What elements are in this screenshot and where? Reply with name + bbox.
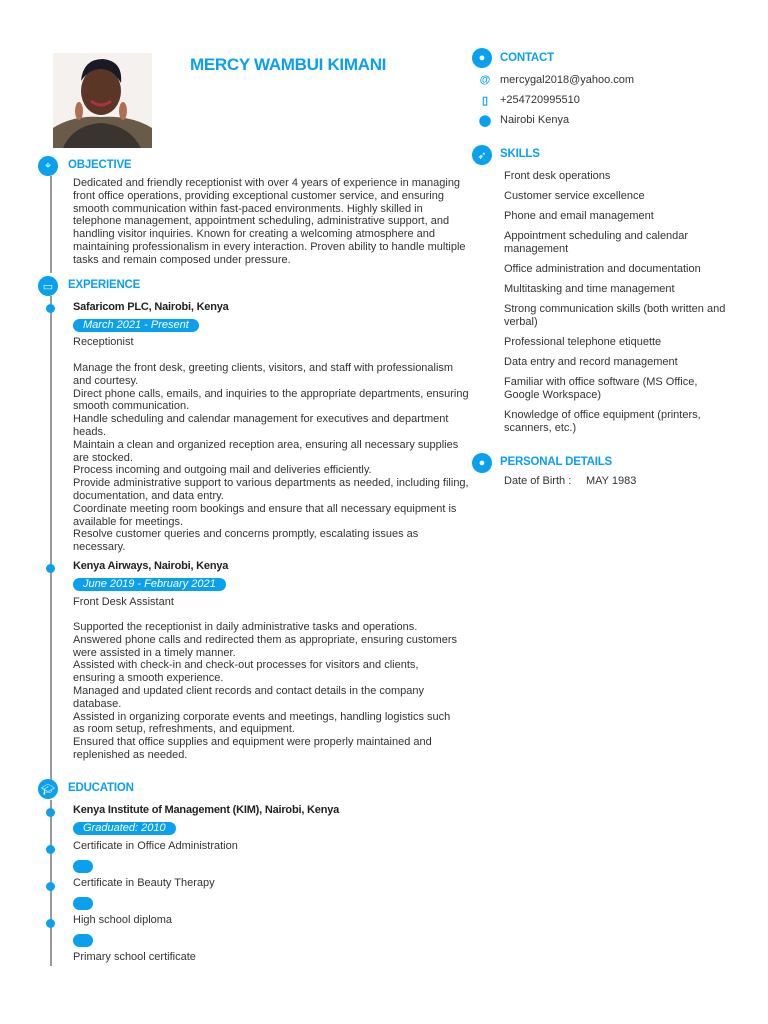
person-icon: ● — [472, 453, 492, 473]
duty: Coordinate meeting room bookings and ensure that all necessary equipment is available for meetings. — [73, 502, 457, 528]
contact-location: Nairobi Kenya — [500, 114, 570, 126]
duty: Handle scheduling and calendar management for executives and department heads. — [73, 413, 449, 438]
skill-item: Phone and email management — [504, 210, 654, 222]
objective-heading: OBJECTIVE — [68, 159, 132, 171]
at-icon: @ — [479, 74, 491, 86]
profile-photo — [53, 53, 152, 148]
skill-item: Multitasking and time management — [504, 283, 675, 295]
candidate-name: MERCY WAMBUI KIMANI — [190, 55, 387, 74]
skill-item: Appointment scheduling and calendar management — [504, 230, 689, 255]
duty: Manage the front desk, greeting clients, visitors, and staff with professionalism and courtesy. — [73, 362, 454, 387]
duty: Assisted with check-in and check-out processes for visitors and clients, ensuring a smooth experience. — [73, 659, 419, 685]
timeline-line — [50, 296, 52, 781]
objective-text: Dedicated and friendly receptionist with over 4 years of experience in managing front office operations, providing exceptional customer service, and ensuring smooth communication within fast-paced environments. Highly skilled in telephone management, appointment scheduling, administrative support, and handling visitor inquiries. Known for creating a welcoming atmosphere and maintaining professionalism in every interaction. Proven ability to handle multiple tasks and remain composed under pressure. — [73, 177, 466, 266]
job-dates: June 2019 - February 2021 — [73, 578, 226, 591]
timeline-dot — [46, 845, 55, 854]
empty-date-pill — [73, 934, 93, 947]
target-icon: ⌖ — [38, 156, 58, 176]
timeline-dot — [46, 919, 55, 928]
contact-phone: +254720995510 — [500, 94, 580, 106]
education-heading: EDUCATION — [68, 782, 134, 794]
empty-date-pill — [73, 860, 93, 873]
education-item: Primary school certificate — [73, 951, 196, 963]
duty: Resolve customer queries and concerns promptly, escalating issues as necessary. — [73, 528, 419, 554]
education-item: High school diploma — [73, 914, 173, 926]
skill-item: Customer service excellence — [504, 190, 645, 202]
duty: Managed and updated client records and contact details in the company database. — [73, 684, 425, 710]
skill-item: Professional telephone etiquette — [504, 336, 662, 348]
person-icon: ● — [472, 48, 492, 68]
mobile-phone-icon: ▯ — [481, 95, 489, 107]
dob-label: Date of Birth : — [504, 475, 572, 487]
contact-heading: CONTACT — [500, 52, 554, 64]
duty: Provide administrative support to various departments as needed, including filing, documentation, and data entry. — [73, 477, 469, 502]
duty: Answered phone calls and redirected them as appropriate, ensuring customers were assisted in a timely manner. — [73, 633, 457, 659]
experience-heading: EXPERIENCE — [68, 279, 141, 291]
timeline-line — [50, 176, 52, 273]
duty: Direct phone calls, emails, and inquiries to the appropriate departments, ensuring smooth communication. — [73, 387, 469, 413]
skill-item: Data entry and record management — [504, 356, 678, 368]
graduation-cap-icon: 🎓︎ — [38, 779, 58, 799]
school-name: Kenya Institute of Management (KIM), Nairobi, Kenya — [73, 804, 340, 816]
job-company: Kenya Airways, Nairobi, Kenya — [73, 560, 229, 572]
skill-item: Strong communication skills (both written and verbal) — [504, 303, 726, 328]
job-duties — [73, 621, 463, 762]
skill-item: Familiar with office software (MS Office, Google Workspace) — [504, 376, 698, 401]
education-item: Certificate in Office Administration — [73, 840, 238, 852]
timeline-dot — [46, 564, 55, 573]
briefcase-icon: ▭ — [38, 276, 58, 296]
graduation-date: Graduated: 2010 — [73, 822, 176, 835]
skill-item: Office administration and documentation — [504, 263, 701, 275]
dob-value: MAY 1983 — [586, 475, 637, 487]
duty: Process incoming and outgoing mail and deliveries efficiently. — [73, 464, 372, 477]
skill-item: Knowledge of office equipment (printers, scanners, etc.) — [504, 409, 701, 434]
duty: Maintain a clean and organized reception area, ensuring all necessary supplies are stocked. — [73, 438, 459, 464]
empty-date-pill — [73, 897, 93, 910]
skill-item: Front desk operations — [504, 170, 611, 182]
duty: Assisted in organizing corporate events and meetings, handling logistics such as room setup, refreshments, and equipment. — [73, 710, 451, 736]
timeline-dot — [46, 882, 55, 891]
job-dates: March 2021 - Present — [73, 319, 199, 332]
skills-heading: SKILLS — [500, 148, 540, 160]
duty: Supported the receptionist in daily administrative tasks and operations. — [73, 621, 418, 633]
duty: Ensured that office supplies and equipment were properly maintained and replenished as needed. — [73, 736, 432, 761]
timeline-dot — [46, 304, 55, 313]
job-company: Safaricom PLC, Nairobi, Kenya — [73, 301, 229, 313]
location-pin-icon: ⬤ — [478, 115, 492, 127]
personal-details-heading: PERSONAL DETAILS — [500, 456, 613, 468]
job-duties — [73, 362, 473, 554]
rocket-icon: ➶ — [472, 145, 492, 165]
education-item: Certificate in Beauty Therapy — [73, 877, 215, 889]
contact-email[interactable]: mercygal2018@yahoo.com — [500, 74, 635, 86]
job-role: Receptionist — [73, 336, 134, 348]
job-role: Front Desk Assistant — [73, 596, 174, 608]
timeline-dot — [46, 808, 55, 817]
